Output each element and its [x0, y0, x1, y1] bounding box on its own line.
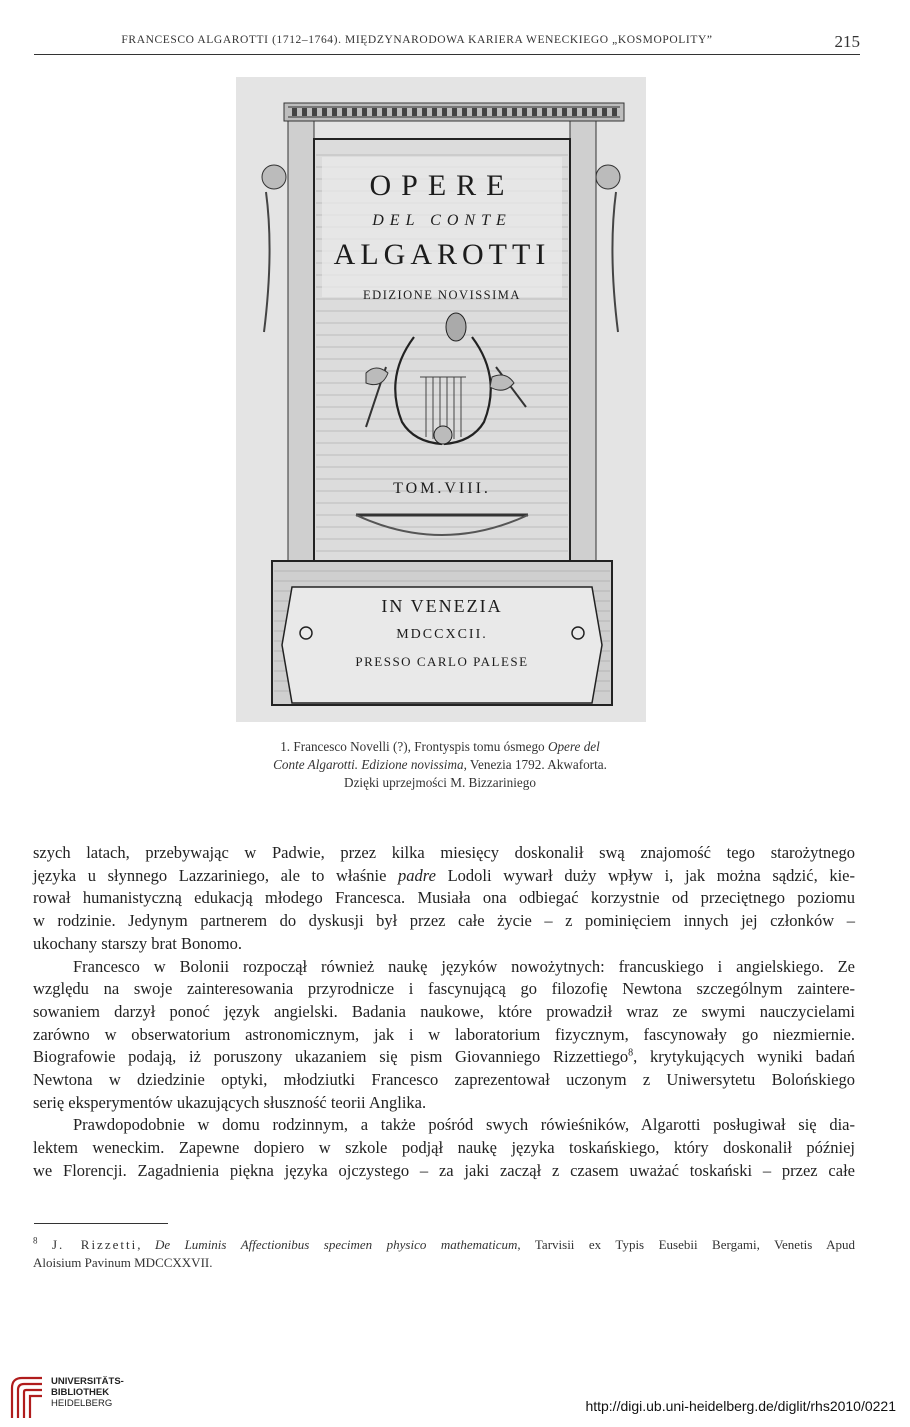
source-url-link[interactable]: http://digi.ub.uni-heidelberg.de/diglit/rhs2010/0221 — [585, 1398, 896, 1414]
body-line: w rodzinie. Jedynym partnerem do dyskusji był przez całe życie – z pominięciem innych jej członków – — [33, 911, 855, 931]
body-line: rował humanistyczną edukacją młodego Francesca. Musiała ona odbiegać korzystnie od przeciętnego poziomu — [33, 888, 855, 908]
body-text — [33, 842, 855, 1183]
footnote-number: 8 — [33, 1235, 38, 1246]
body-line: Biografowie podają, iż poruszony ukazaniem się pism Giovanniego Rizzettiego$^8$, krytykujących wyniki badań — [33, 1047, 855, 1067]
library-logo[interactable] — [8, 1372, 168, 1420]
body-line: języka u słynnego Lazzariniego, ale to właśnie padre Lodoli wywarł duży wpływ i, jak można sądzić, kie- — [33, 865, 855, 885]
body-line: we Florencji. Zagadnienia piękna języka ojczystego – za jaki zaczął z czasem uważać toskański – przez całe — [33, 1160, 855, 1180]
body-line: względu na swoje zainteresowania przyrodnicze i fascynującą go filozofię Newtona szczególnym zaintere- — [33, 979, 855, 999]
plate-del-conte: DEL CONTE — [372, 212, 512, 229]
logo-line-3: HEIDELBERG — [51, 1398, 113, 1409]
plate-title-opere: OPERE — [369, 169, 515, 202]
plate-date: MDCCXCII. — [396, 627, 488, 642]
frontispiece-image — [236, 77, 646, 722]
running-header — [34, 32, 860, 55]
caption-title: Opere del — [547, 739, 600, 754]
plate-in-venezia: IN VENEZIA — [381, 596, 503, 616]
footnote-ref[interactable]: 8 — [628, 1047, 634, 1059]
body-line: lektem weneckim. Zapewne dopiero w szkole podjął naukę języka toskańskiego, który doskonalił później — [33, 1138, 855, 1158]
caption-text: 1. Francesco Novelli (?), Frontyspis tomu ósmego — [280, 739, 548, 754]
footnote-line: Aloisium Pavinum MDCCXXVII. — [33, 1255, 213, 1270]
plate-printer: PRESSO CARLO PALESE — [355, 654, 529, 669]
running-title: FRANCESCO ALGAROTTI (1712–1764). MIĘDZYNARODOWA KARIERA WENECKIEGO „KOSMOPOLITY” — [121, 34, 713, 46]
body-line: szych latach, przebywając w Padwie, przez kilka miesięcy doskonalił swą znajomość tego starożytnego — [33, 843, 855, 862]
body-line: zarówno w obserwatorium astronomicznym, jak i w laboratorium fizycznym, fascynowały go niezmiernie. — [33, 1024, 855, 1044]
library-logo-icon — [8, 1372, 48, 1420]
footnote — [33, 1236, 855, 1272]
body-line: Prawdopodobnie w domu rodzinnym, a także pośród swych rówieśników, Algarotti posługiwał się dia- — [73, 1115, 855, 1135]
figure-caption — [200, 738, 680, 792]
body-line: sowaniem darzył ponoć język angielski. Badania naukowe, które prowadził wraz ze swymi nauczycielami — [33, 1001, 855, 1021]
caption-title-cont: Conte Algarotti. Edizione novissima — [273, 757, 464, 772]
body-line: ukochany starszy brat Bonomo. — [33, 933, 242, 953]
body-line: Newtona w dziedzinie optyki, młodziutki Francesco zaprezentował uczonym z Uniwersytetu Bolońskiego — [33, 1070, 855, 1090]
caption-details: , Venezia 1792. Akwaforta. — [463, 757, 607, 772]
page-number: 215 — [834, 32, 860, 51]
footnote-author: J. Rizzetti — [51, 1237, 138, 1252]
body-line: serię eksperymentów ukazujących słuszność teorii Anglika. — [33, 1092, 427, 1112]
plate-edizione: EDIZIONE NOVISSIMA — [363, 288, 521, 302]
caption-credit: Dzięki uprzejmości M. Bizzariniego — [344, 775, 536, 790]
plate-volume: TOM.VIII. — [393, 480, 491, 497]
plate-algarotti: ALGAROTTI — [333, 238, 551, 271]
footnote-line: $^8$ J. Rizzetti, De Luminis Affectionibus specimen physico mathematicum, Tarvisii ex Typis Eusebii Bergami, Venetis Apud — [33, 1235, 856, 1252]
logo-line-2: BIBLIOTHEK — [51, 1387, 110, 1398]
footnote-rule — [34, 1223, 168, 1224]
logo-line-1: UNIVERSITÄTS- — [51, 1376, 124, 1387]
footnote-title: De Luminis Affectionibus specimen physico mathematicum — [154, 1237, 518, 1252]
body-line: Francesco w Bolonii rozpoczął również naukę języków nowożytnych: francuskiego i angielskiego. Ze — [73, 956, 855, 976]
italic-padre: padre — [398, 865, 436, 885]
